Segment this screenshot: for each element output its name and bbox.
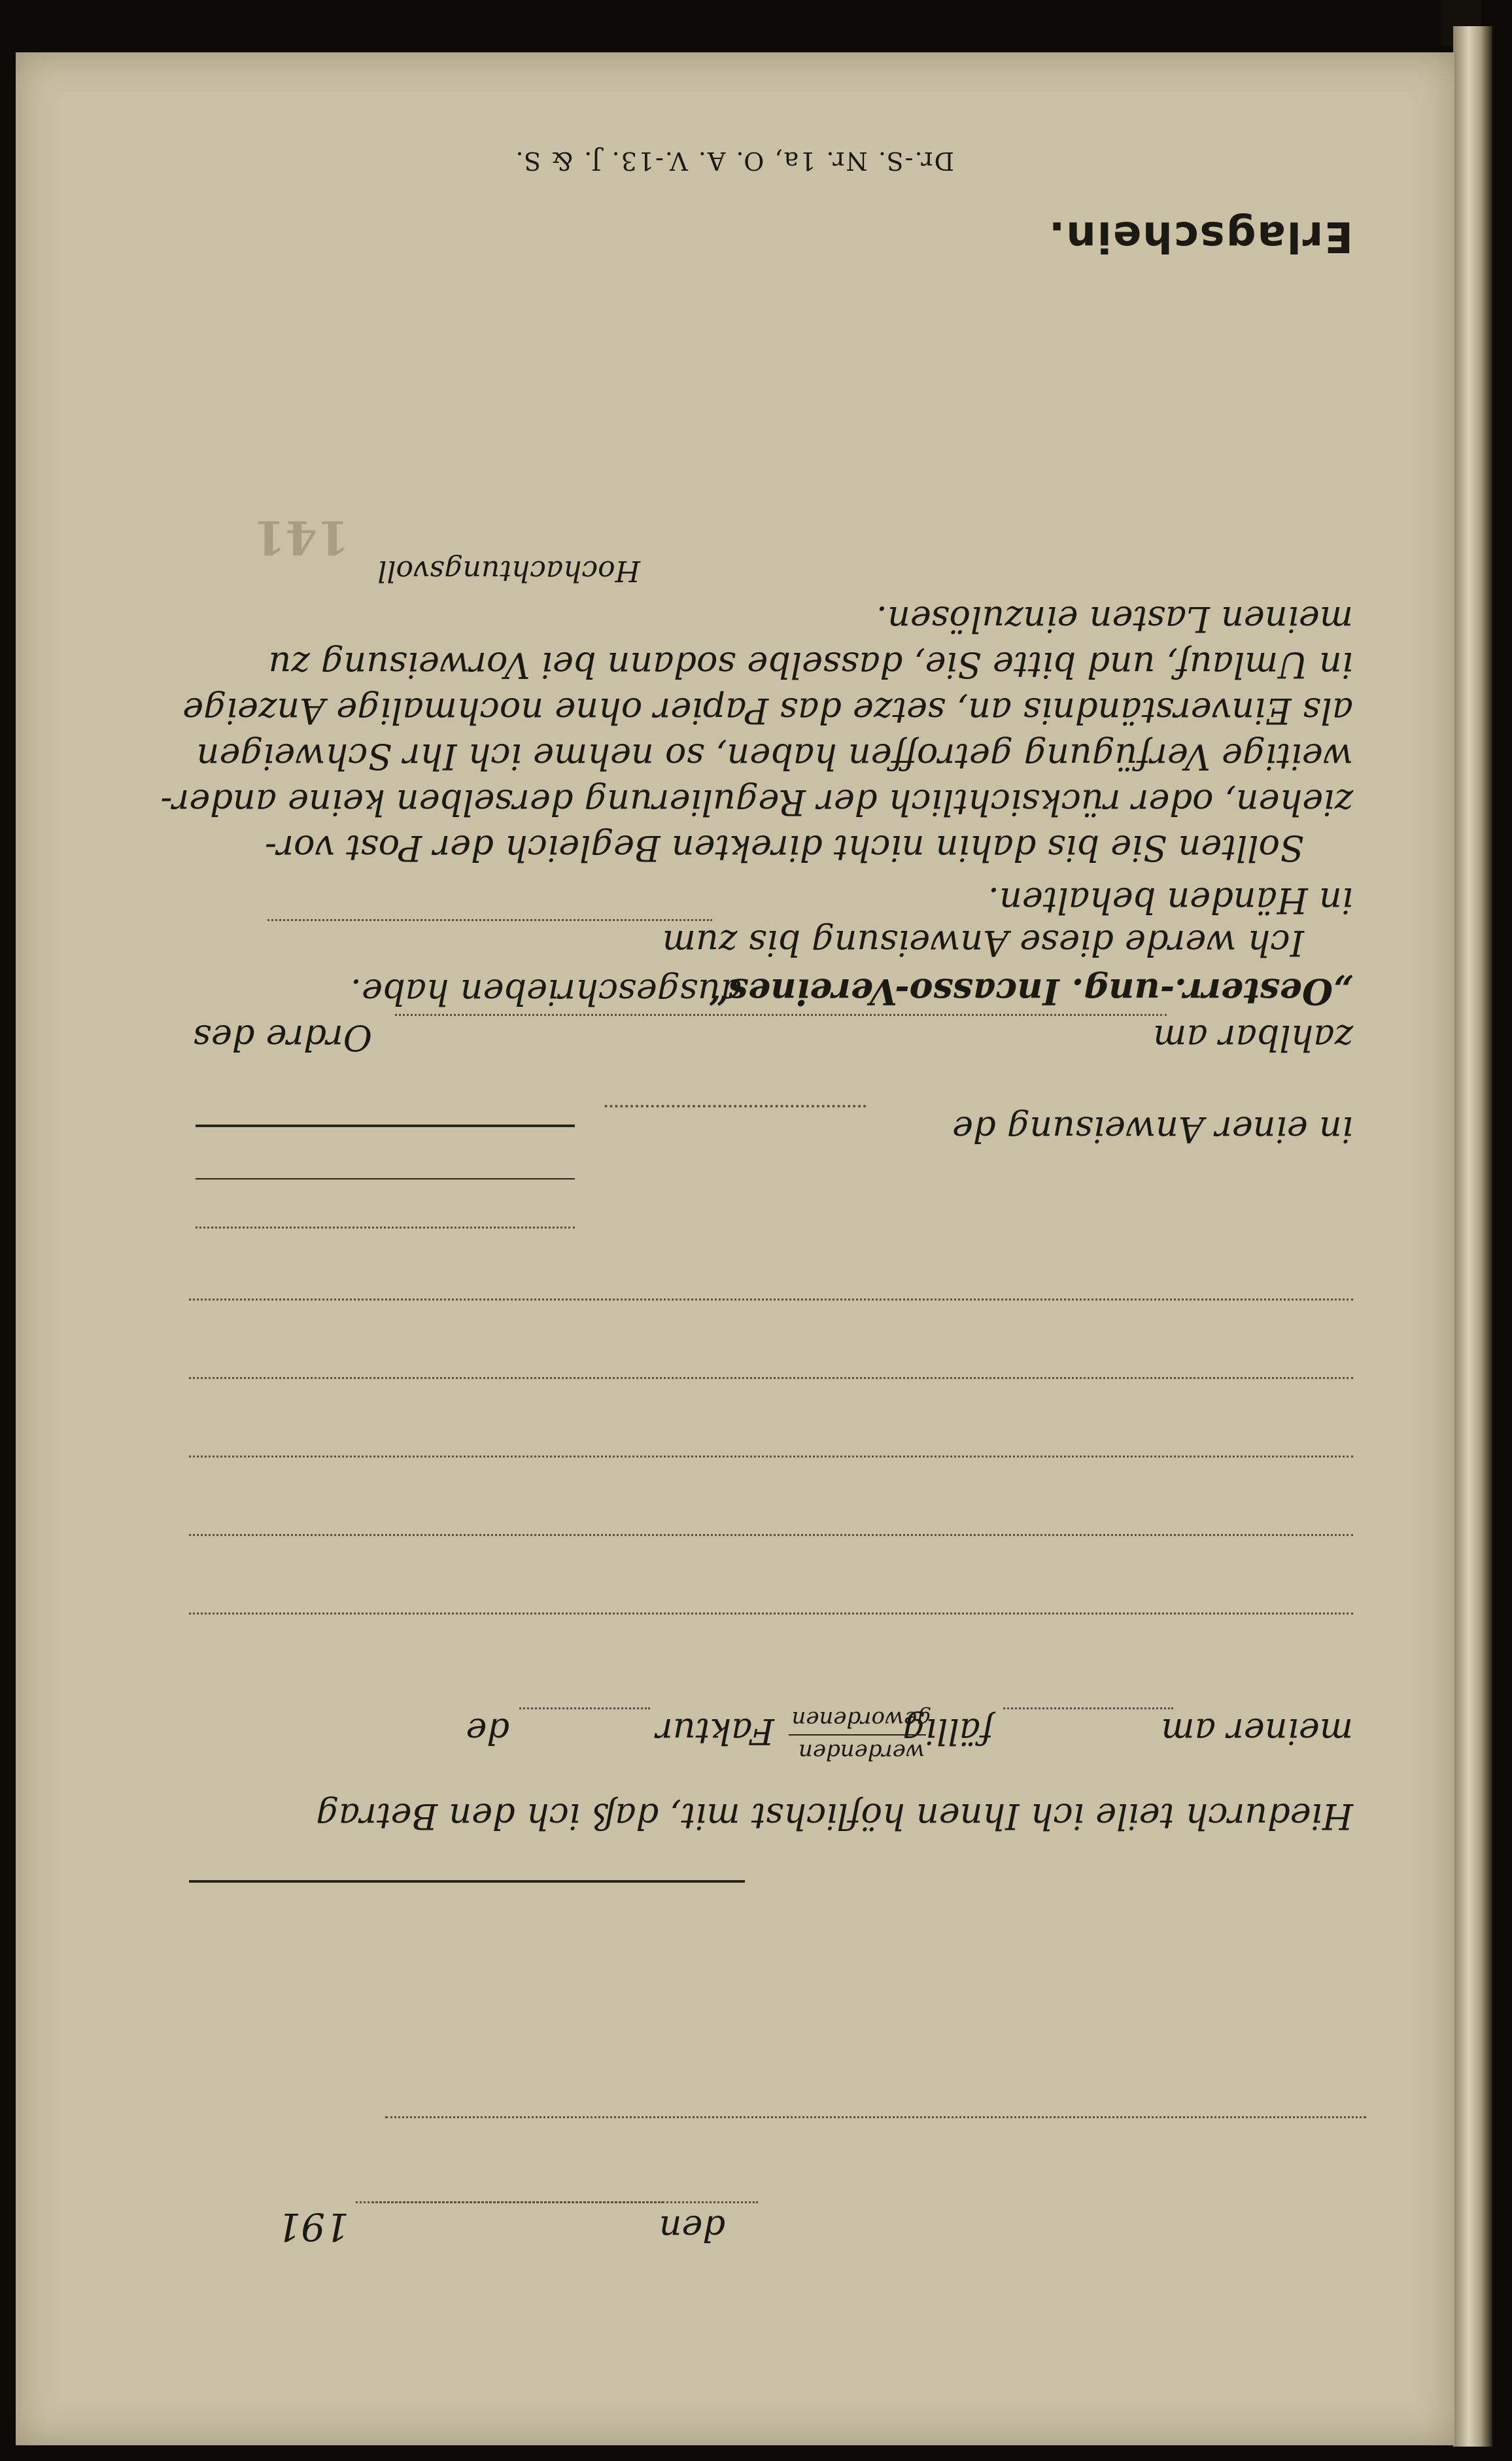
ordre-label: Ordre des: [193, 1017, 372, 1058]
stamp-number: 141: [253, 510, 349, 565]
meiner-am-label: meiner am: [1161, 1711, 1353, 1752]
date-dotted-line: [356, 2201, 663, 2203]
faktur-number-dots: [519, 1707, 650, 1709]
para2-line-3: weitige Verfügung getroffen haben, so nehme ich Ihr Schweigen: [196, 736, 1353, 777]
para2-line-1: Sollten Sie bis dahin nicht direkten Begleich der Post vor-: [264, 828, 1304, 869]
intro-line: Hiedurch teile ich Ihnen höflichst mit, daß ich den Betrag: [316, 1796, 1353, 1837]
faellig-label: fällig: [902, 1711, 993, 1752]
fraction-bar: [789, 1734, 926, 1736]
anweisung-label: in einer Anweisung de: [952, 1109, 1353, 1150]
blank-line-2: [189, 1534, 1353, 1536]
para2-line-6: meinen Lasten einzulösen.: [876, 599, 1353, 640]
verein-name: „Oesterr.-ung. Incasso-Vereines“: [708, 971, 1353, 1013]
bis-zum-dots: [267, 919, 712, 921]
in-haenden-text: in Händen behalten.: [988, 880, 1353, 921]
amount-dots: [196, 1227, 575, 1229]
binding-edge: [1453, 26, 1492, 2447]
date-field-dots: [1003, 1707, 1173, 1709]
ausgeschrieben-text: ausgeschrieben habe.: [350, 971, 742, 1013]
blank-line-3: [189, 1456, 1353, 1457]
anweisung-dots: [604, 1105, 866, 1108]
anweisung-rule: [196, 1125, 575, 1127]
closing-text: Hochachtungsvoll: [377, 554, 640, 587]
address-rule: [189, 1880, 745, 1883]
form-sheet: [16, 52, 1454, 2445]
de-label-1: de: [466, 1711, 509, 1752]
werdenden-label: werdenden: [798, 1739, 925, 1765]
zahlbar-label: zahlbar am: [1153, 1017, 1353, 1058]
address-dotted-line: [385, 2116, 1366, 2118]
blank-line-4: [189, 1377, 1353, 1379]
blank-line-5: [189, 1299, 1353, 1300]
amount-rule: [196, 1178, 575, 1179]
para2-line-5: in Umlauf, und bitte Sie, dasselbe sodann bei Vorweisung zu: [268, 644, 1353, 686]
zahlbar-dots: [395, 1014, 1167, 1016]
para2-line-4: als Einverständnis an, setze das Papier ohne nochmalige Anzeige: [182, 690, 1353, 731]
year-prefix: 191: [277, 2205, 349, 2249]
faktur-label: Faktur: [655, 1711, 774, 1752]
ich-werde-text: Ich werde diese Anweisung bis zum: [662, 922, 1304, 964]
blank-line-1: [189, 1613, 1353, 1614]
form-code: Dr.-S. Nr. 1a, O. A. V.-13. J. & S.: [514, 147, 954, 175]
den-label: den: [659, 2208, 725, 2249]
form-content-rotated: [16, 52, 1454, 2445]
form-title: Erlagschein.: [1047, 212, 1353, 260]
gewordenen-label: gewordenen: [791, 1706, 931, 1732]
para2-line-2: ziehen, oder rücksichtlich der Regulierung derselben keine ander-: [160, 782, 1353, 823]
